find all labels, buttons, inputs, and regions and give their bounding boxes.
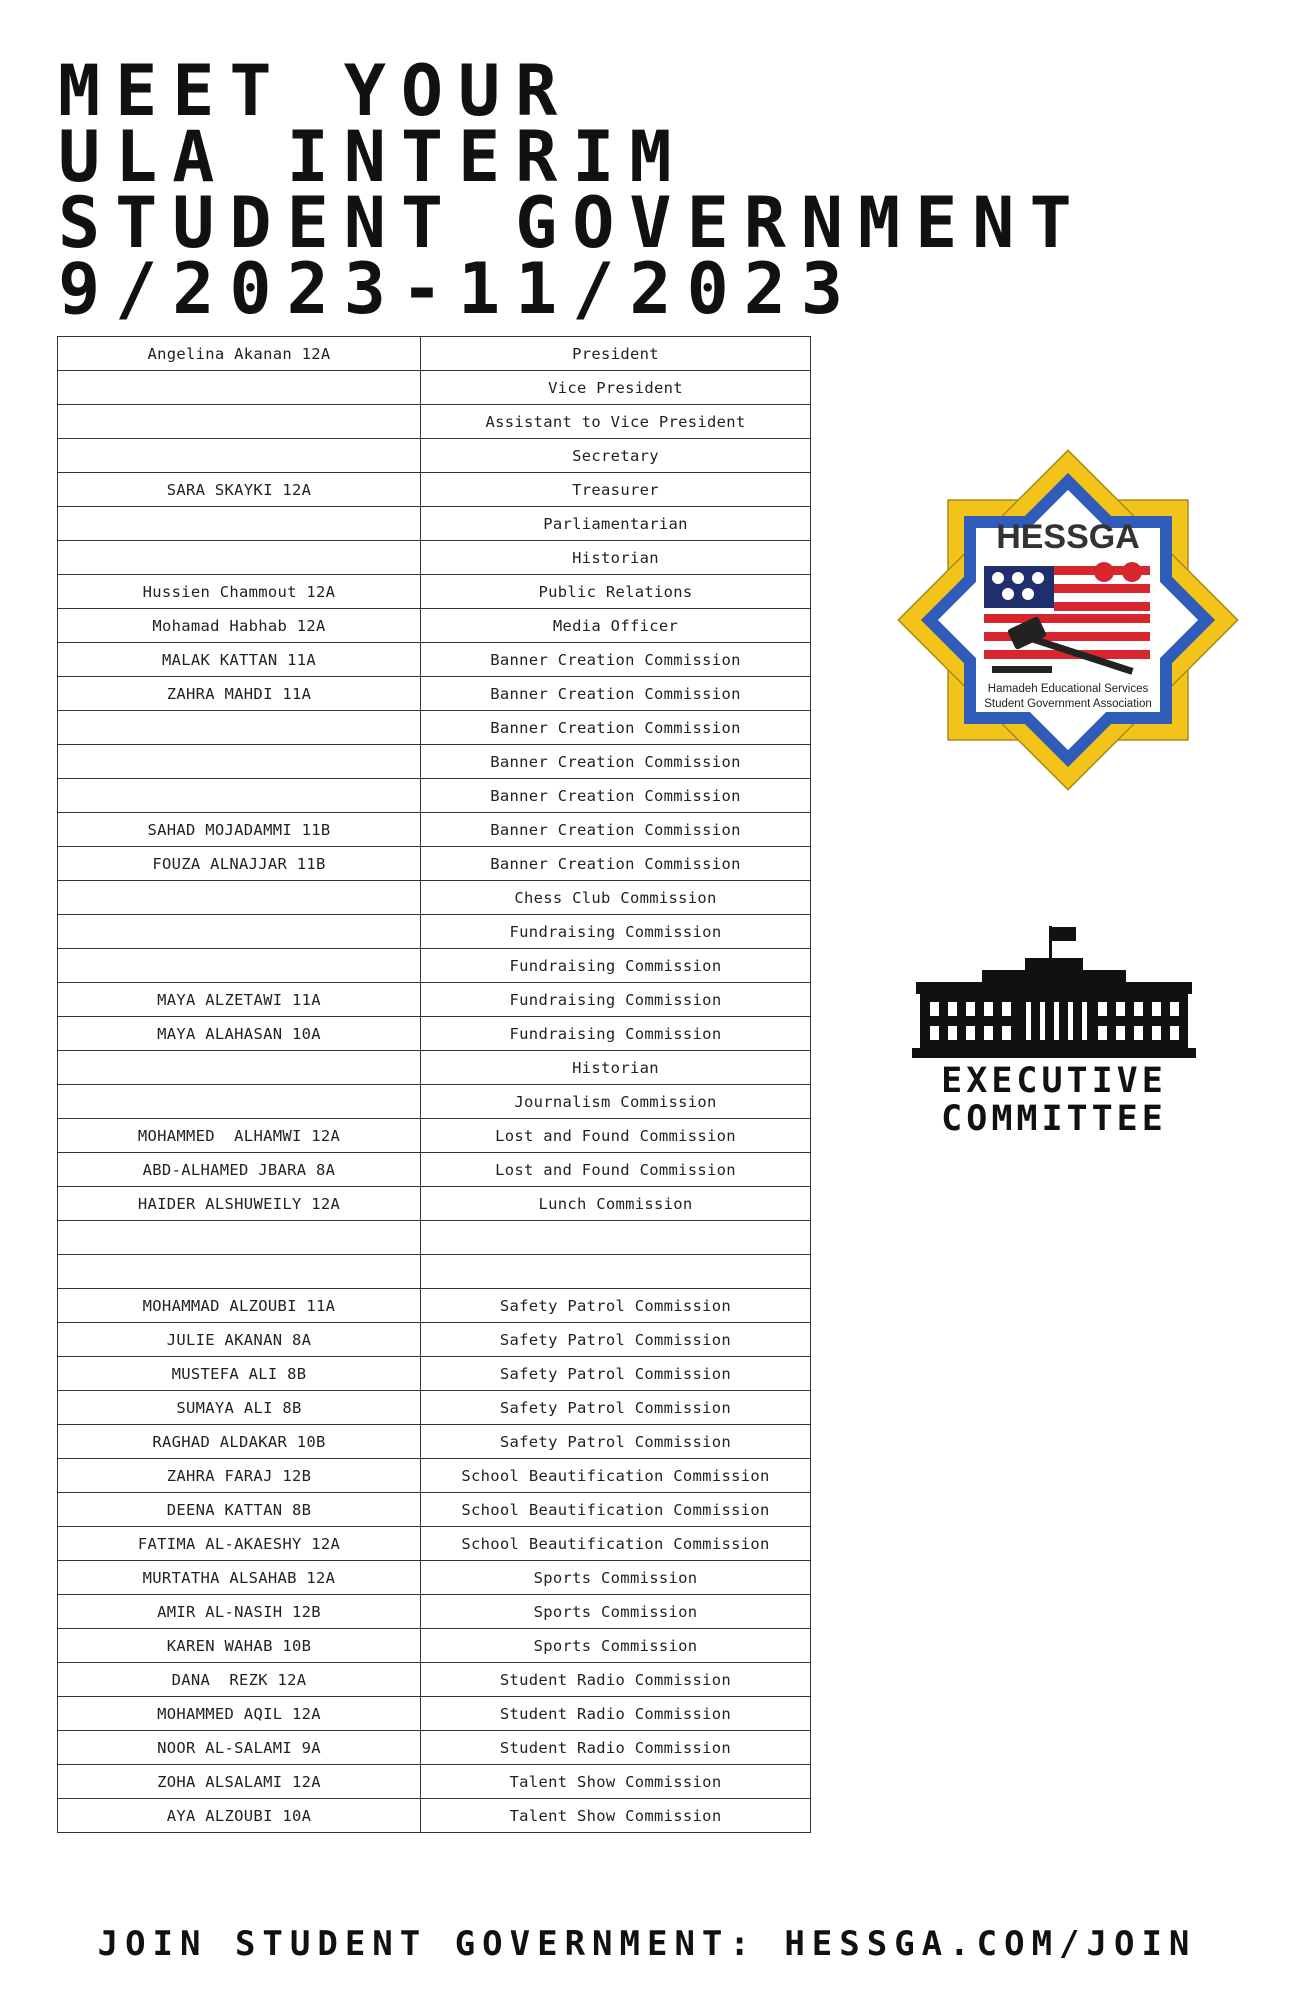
logo-subtitle-2: Student Government Association [984, 698, 1152, 710]
table-row [58, 609, 811, 643]
table-row [58, 337, 811, 371]
table-row [58, 1663, 811, 1697]
title-line: ULA INTERIM [58, 116, 687, 198]
member-name-cell [58, 507, 421, 541]
member-role-cell: Sports Commission [421, 1595, 811, 1629]
member-name-cell [58, 371, 421, 405]
member-role-cell: President [421, 337, 811, 371]
table-row [58, 813, 811, 847]
member-name-cell [58, 405, 421, 439]
member-role-cell: Treasurer [421, 473, 811, 507]
table-row [58, 1527, 811, 1561]
table-row [58, 1017, 811, 1051]
member-role-cell: Banner Creation Commission [421, 677, 811, 711]
member-role-cell [421, 1255, 811, 1289]
member-name-cell [58, 1051, 421, 1085]
member-name-cell: ABD-ALHAMED JBARA 8A [58, 1153, 421, 1187]
member-name-cell: MAYA ALZETAWI 11A [58, 983, 421, 1017]
member-role-cell: Banner Creation Commission [421, 779, 811, 813]
member-name-cell: Hussien Chammout 12A [58, 575, 421, 609]
member-role-cell: Safety Patrol Commission [421, 1357, 811, 1391]
member-name-cell: SARA SKAYKI 12A [58, 473, 421, 507]
logo-subtitle-1: Hamadeh Educational Services [987, 683, 1149, 695]
member-name-cell: FOUZA ALNAJJAR 11B [58, 847, 421, 881]
member-role-cell: Banner Creation Commission [421, 711, 811, 745]
member-name-cell [58, 745, 421, 779]
member-role-cell: Talent Show Commission [421, 1799, 811, 1833]
member-role-cell: Sports Commission [421, 1561, 811, 1595]
member-name-cell: MOHAMMED AQIL 12A [58, 1697, 421, 1731]
table-row [58, 1323, 811, 1357]
table-row [58, 1459, 811, 1493]
hessga-logo [880, 432, 1256, 808]
table-row [58, 1051, 811, 1085]
executive-committee-line: COMMITTEE [941, 1099, 1167, 1139]
member-name-cell: ZAHRA MAHDI 11A [58, 677, 421, 711]
member-name-cell: Mohamad Habhab 12A [58, 609, 421, 643]
member-role-cell: Banner Creation Commission [421, 847, 811, 881]
join-footer: JOIN STUDENT GOVERNMENT: HESSGA.COM/JOIN [97, 1924, 1197, 1964]
table-row [58, 575, 811, 609]
table-row [58, 949, 811, 983]
capitol-building-icon [912, 924, 1196, 1060]
member-role-cell: Student Radio Commission [421, 1731, 811, 1765]
member-role-cell: Sports Commission [421, 1629, 811, 1663]
table-row [58, 439, 811, 473]
member-role-cell [421, 1221, 811, 1255]
table-row [58, 541, 811, 575]
table-row [58, 1187, 811, 1221]
member-name-cell [58, 711, 421, 745]
member-name-cell: Angelina Akanan 12A [58, 337, 421, 371]
table-row [58, 1289, 811, 1323]
member-role-cell: School Beautification Commission [421, 1459, 811, 1493]
member-role-cell: Public Relations [421, 575, 811, 609]
table-row [58, 507, 811, 541]
table-row [58, 1119, 811, 1153]
member-role-cell: Historian [421, 1051, 811, 1085]
member-name-cell: SUMAYA ALI 8B [58, 1391, 421, 1425]
member-name-cell: DANA REZK 12A [58, 1663, 421, 1697]
member-role-cell: Assistant to Vice President [421, 405, 811, 439]
member-name-cell [58, 541, 421, 575]
member-name-cell: MAYA ALAHASAN 10A [58, 1017, 421, 1051]
member-name-cell: RAGHAD ALDAKAR 10B [58, 1425, 421, 1459]
table-row [58, 473, 811, 507]
table-row [58, 1731, 811, 1765]
member-role-cell: Media Officer [421, 609, 811, 643]
member-name-cell [58, 1255, 421, 1289]
table-row [58, 1391, 811, 1425]
member-role-cell: School Beautification Commission [421, 1493, 811, 1527]
logo-name: HESSGA [996, 518, 1140, 556]
member-name-cell: SAHAD MOJADAMMI 11B [58, 813, 421, 847]
member-role-cell: Lost and Found Commission [421, 1119, 811, 1153]
member-role-cell: Banner Creation Commission [421, 643, 811, 677]
member-name-cell: NOOR AL-SALAMI 9A [58, 1731, 421, 1765]
table-row [58, 779, 811, 813]
member-name-cell [58, 439, 421, 473]
table-row [58, 1425, 811, 1459]
member-role-cell: Safety Patrol Commission [421, 1323, 811, 1357]
table-row [58, 1697, 811, 1731]
member-name-cell: MALAK KATTAN 11A [58, 643, 421, 677]
member-name-cell: MOHAMMAD ALZOUBI 11A [58, 1289, 421, 1323]
table-row [58, 371, 811, 405]
member-role-cell: Fundraising Commission [421, 1017, 811, 1051]
table-row [58, 1357, 811, 1391]
table-row [58, 1153, 811, 1187]
member-name-cell: JULIE AKANAN 8A [58, 1323, 421, 1357]
table-row [58, 1629, 811, 1663]
title-line: STUDENT GOVERNMENT [58, 182, 1087, 264]
table-row [58, 915, 811, 949]
member-role-cell: Student Radio Commission [421, 1663, 811, 1697]
member-role-cell: Safety Patrol Commission [421, 1391, 811, 1425]
table-row [58, 677, 811, 711]
member-name-cell [58, 1085, 421, 1119]
member-name-cell: DEENA KATTAN 8B [58, 1493, 421, 1527]
table-row [58, 711, 811, 745]
executive-committee-label [912, 1062, 1196, 1138]
member-name-cell [58, 915, 421, 949]
member-role-cell: Fundraising Commission [421, 949, 811, 983]
member-role-cell: Lost and Found Commission [421, 1153, 811, 1187]
member-role-cell: Fundraising Commission [421, 915, 811, 949]
member-role-cell: Vice President [421, 371, 811, 405]
table-row [58, 1493, 811, 1527]
table-row [58, 1799, 811, 1833]
member-role-cell: Journalism Commission [421, 1085, 811, 1119]
table-row [58, 983, 811, 1017]
member-name-cell: ZOHA ALSALAMI 12A [58, 1765, 421, 1799]
table-row [58, 1255, 811, 1289]
member-role-cell: Parliamentarian [421, 507, 811, 541]
table-row [58, 1561, 811, 1595]
member-name-cell: MUSTEFA ALI 8B [58, 1357, 421, 1391]
page-title [58, 50, 1087, 330]
member-name-cell: KAREN WAHAB 10B [58, 1629, 421, 1663]
member-name-cell [58, 779, 421, 813]
table-row [58, 745, 811, 779]
table-row [58, 643, 811, 677]
title-line: MEET YOUR [58, 50, 573, 132]
member-role-cell: School Beautification Commission [421, 1527, 811, 1561]
member-name-cell [58, 881, 421, 915]
table-row [58, 405, 811, 439]
roster-table [57, 336, 811, 1833]
member-role-cell: Talent Show Commission [421, 1765, 811, 1799]
member-role-cell: Safety Patrol Commission [421, 1425, 811, 1459]
table-row [58, 881, 811, 915]
table-row [58, 1765, 811, 1799]
member-role-cell: Student Radio Commission [421, 1697, 811, 1731]
member-role-cell: Historian [421, 541, 811, 575]
table-row [58, 1085, 811, 1119]
member-name-cell: AYA ALZOUBI 10A [58, 1799, 421, 1833]
table-row [58, 847, 811, 881]
member-name-cell: AMIR AL-NASIH 12B [58, 1595, 421, 1629]
member-role-cell: Fundraising Commission [421, 983, 811, 1017]
member-role-cell: Banner Creation Commission [421, 745, 811, 779]
member-name-cell: HAIDER ALSHUWEILY 12A [58, 1187, 421, 1221]
member-role-cell: Banner Creation Commission [421, 813, 811, 847]
title-line: 9/2023-11/2023 [58, 248, 859, 330]
member-role-cell: Lunch Commission [421, 1187, 811, 1221]
member-name-cell: ZAHRA FARAJ 12B [58, 1459, 421, 1493]
member-name-cell [58, 949, 421, 983]
member-role-cell: Chess Club Commission [421, 881, 811, 915]
member-name-cell [58, 1221, 421, 1255]
executive-committee-line: EXECUTIVE [941, 1061, 1167, 1101]
member-name-cell: MURTATHA ALSAHAB 12A [58, 1561, 421, 1595]
table-row [58, 1221, 811, 1255]
roster-body [58, 337, 811, 1833]
member-role-cell: Secretary [421, 439, 811, 473]
table-row [58, 1595, 811, 1629]
member-name-cell: MOHAMMED ALHAMWI 12A [58, 1119, 421, 1153]
member-name-cell: FATIMA AL-AKAESHY 12A [58, 1527, 421, 1561]
member-role-cell: Safety Patrol Commission [421, 1289, 811, 1323]
